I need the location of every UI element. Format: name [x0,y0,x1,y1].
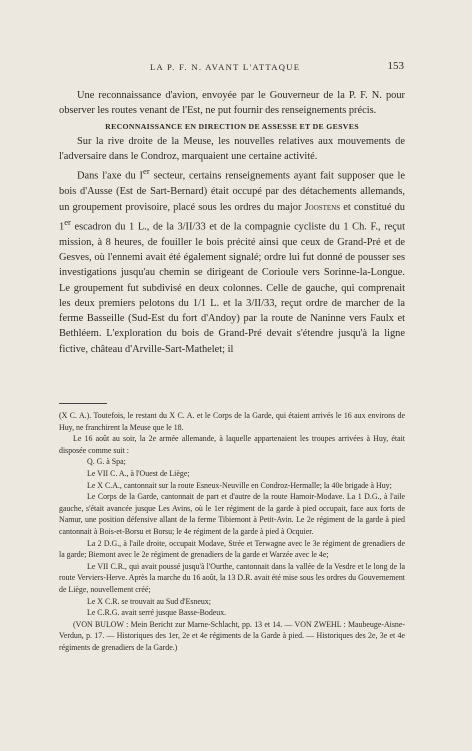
section-heading: RECONNAISSANCE EN DIRECTION DE ASSESSE ET DE GESVES [105,121,359,131]
footnote-line: Le VII C. A., à l'Ouest de Liège; [87,468,190,478]
person-name: Joostens [304,201,341,213]
footnote-line: Le X C.A., cantonnait sur la route Esneux-Neuville en Condroz-Hermalle; la 40e brigade à Huy; [87,480,392,490]
footnote-line: Le Corps de la Garde, cantonnait de part et d'autre de la route Hamoir-Modave. La 1 D.G., à l'aile gauche, s'était avancée jusque Les Avins, où le 1er régiment de la garde à pied occupait, face aux forts de Namur, une position défensive allant de la ferme Tibiemont à Petit-Avin. Le 2e régiment de la garde à pied cantonnait à Bois-et-Borsu et Borsu; le 4e régiment de la garde à pied à Ocquier. [59,492,405,536]
text-run: secteur, certains renseignements ayant fait supposer que le bois d'Ausse (Est de Sart-Bernard) était occupé par des détachements allemands, un groupement provisoire, placé sous les ordres du major [59,170,405,213]
footnote-line: Le C.R.G. avait serré jusque Basse-Bodeux. [87,608,227,618]
body-text [59,88,405,357]
text-run: escadron du 1 L., de la 3/II/33 et de la compagnie cycliste du 1 Ch. F., reçut mission, à 8 heures, de fouiller le bois précité ainsi que ceux de Grand-Pré et de Gesves, où l'ennemi avait été également signalé; ordre lui fut donné de pousser ses investigations jusqu'au chemin se dirigeant de Corioule vers Sorinne-la-Longue. Le groupement fut subdivisé en deux colonnes. Celle de gauche, qui comprenait les deux premiers pelotons du 1/1 L. et la 3/II/33, reçut ordre de marcher de la ferme Basseille (Sud-Est du fort d'Andoy) par la route de Naninne vers Faulx et Bethléem. L'exploration du bois de Grand-Pré devait s'étendre jusqu'à la ligne fictive, château d'Arville-Sart-Mathelet; il [59,221,405,355]
paragraph-axe-secteur [59,164,405,357]
footnote-line: La 2 D.G., à l'aile droite, occupait Modave, Strée et Terwagne avec le 3e régiment de grenadiers de la garde; Biemont avec le 2e régiment de grenadiers de la garde et Warzée avec le 4e; [59,538,405,560]
footnote-line: Le X C.R. se trouvait au Sud d'Esneux; [87,596,211,606]
superscript: er [64,216,71,227]
paragraph-avion: Une reconnaissance d'avion, envoyée par le Gouverneur de la P. F. N. pour observer les routes venant de l'Est, ne put fournir des renseignements précis. [59,90,405,117]
footnote-line: Le 16 août au soir, la 2e armée allemande, à laquelle appartenaient les troupes arrivées à Huy, était disposée comme suit : [59,434,405,455]
footnote-line: Le VII C.R., qui avait poussé jusqu'à l'Ourthe, cantonnait dans la vallée de la Vesdre et le long de la route Verviers-Herve. Après la marche du 16 août, la 13 D.R. avait été mise sous les ordres du Gouvernement de Liège, nouvellement créé; [59,561,405,594]
running-head [0,62,472,76]
footnote-continuation: (X C. A.). Toutefois, le restant du X C. A. et le Corps de la Garde, qui étaient arrivés le 16 aux environs de Huy, ne franchirent la Meuse que le 18. [59,411,405,432]
footnote-rule [59,403,107,404]
superscript: er [142,166,150,177]
text-run: Dans l'axe du I [77,170,143,182]
running-title: LA P. F. N. AVANT L'ATTAQUE [150,62,301,72]
footnote-sources: (VON BULOW : Mein Bericht zur Marne-Schlacht, pp. 13 et 14. — VON ZWEHL : Maubeuge-Aisne-Verdun, p. 17. — Historiques des 1er, 2e et 4e régiments de la Garde à pied. — Historiques des 2e, 3e et 4e régiments de grenadiers de la Garde.) [59,619,405,652]
footnote-line: Q. G. à Spa; [87,457,126,467]
paragraph-rive-droite: Sur la rive droite de la Meuse, les nouvelles relatives aux mouvements de l'adversaire dans le Condroz, marquaient une certaine activité. [59,135,405,163]
page-number: 153 [387,60,404,72]
footnotes [59,410,405,653]
text-run: et constitué du 1 [59,201,405,233]
